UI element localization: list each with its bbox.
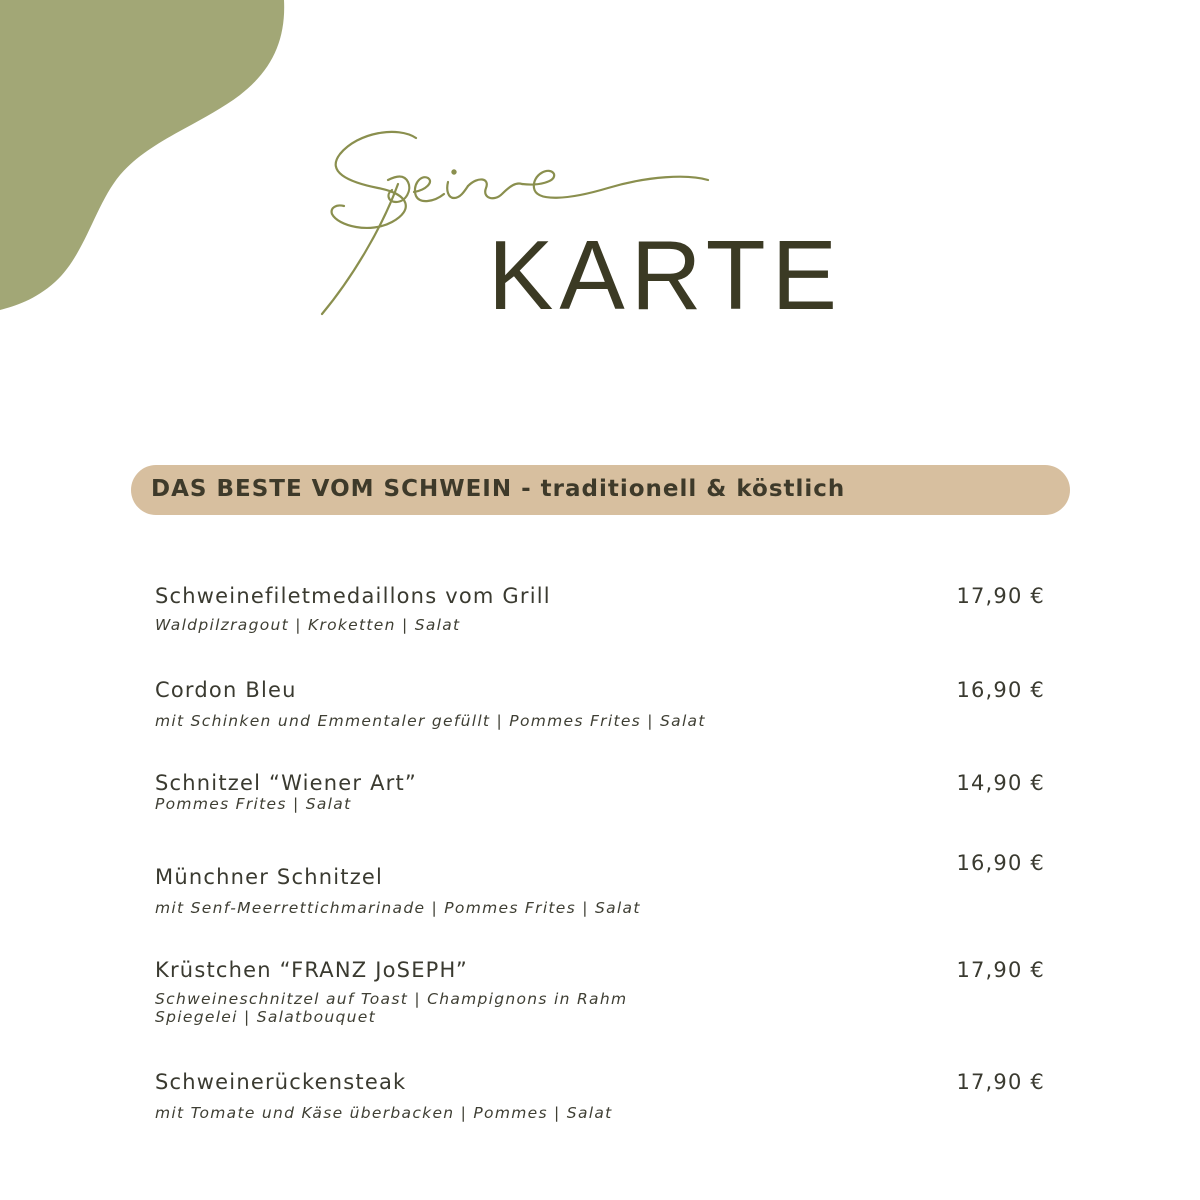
dish-price: 16,90 € (956, 678, 1045, 702)
dish-name: Cordon Bleu (155, 678, 297, 702)
dish-name: Münchner Schnitzel (155, 865, 384, 889)
main-title: KARTE (488, 220, 843, 330)
menu-item (155, 1070, 1045, 1122)
dish-description: mit Tomate und Käse überbacken | Pommes | Salat (155, 1104, 613, 1122)
dish-name: Krüstchen “FRANZ JoSEPH” (155, 958, 468, 982)
decorative-blob (0, 0, 300, 320)
section-title: DAS BESTE VOM SCHWEIN - traditionell & köstlich (151, 476, 846, 502)
dish-description: mit Senf-Meerrettichmarinade | Pommes Frites | Salat (155, 899, 641, 917)
menu-item (155, 851, 1045, 917)
dish-name: Schnitzel “Wiener Art” (155, 771, 418, 795)
dish-description: Pommes Frites | Salat (155, 795, 352, 813)
dish-price: 17,90 € (956, 584, 1045, 608)
dish-name: Schweinefiletmedaillons vom Grill (155, 584, 551, 608)
dish-name: Schweinerückensteak (155, 1070, 407, 1094)
dish-description: mit Schinken und Emmentaler gefüllt | Pommes Frites | Salat (155, 712, 706, 730)
dish-price: 17,90 € (956, 958, 1045, 982)
menu-item (155, 584, 1045, 634)
section-header-bar (131, 465, 1070, 515)
menu-item (155, 958, 1045, 1026)
dish-description: Waldpilzragout | Kroketten | Salat (155, 616, 461, 634)
dish-price: 16,90 € (956, 851, 1045, 875)
dish-description: Spiegelei | Salatbouquet (155, 1008, 376, 1026)
menu-item (155, 771, 1045, 813)
dish-price: 14,90 € (956, 771, 1045, 795)
dish-price: 17,90 € (956, 1070, 1045, 1094)
menu-item (155, 678, 1045, 730)
dish-description: Schweineschnitzel auf Toast | Champignons in Rahm (155, 990, 628, 1008)
